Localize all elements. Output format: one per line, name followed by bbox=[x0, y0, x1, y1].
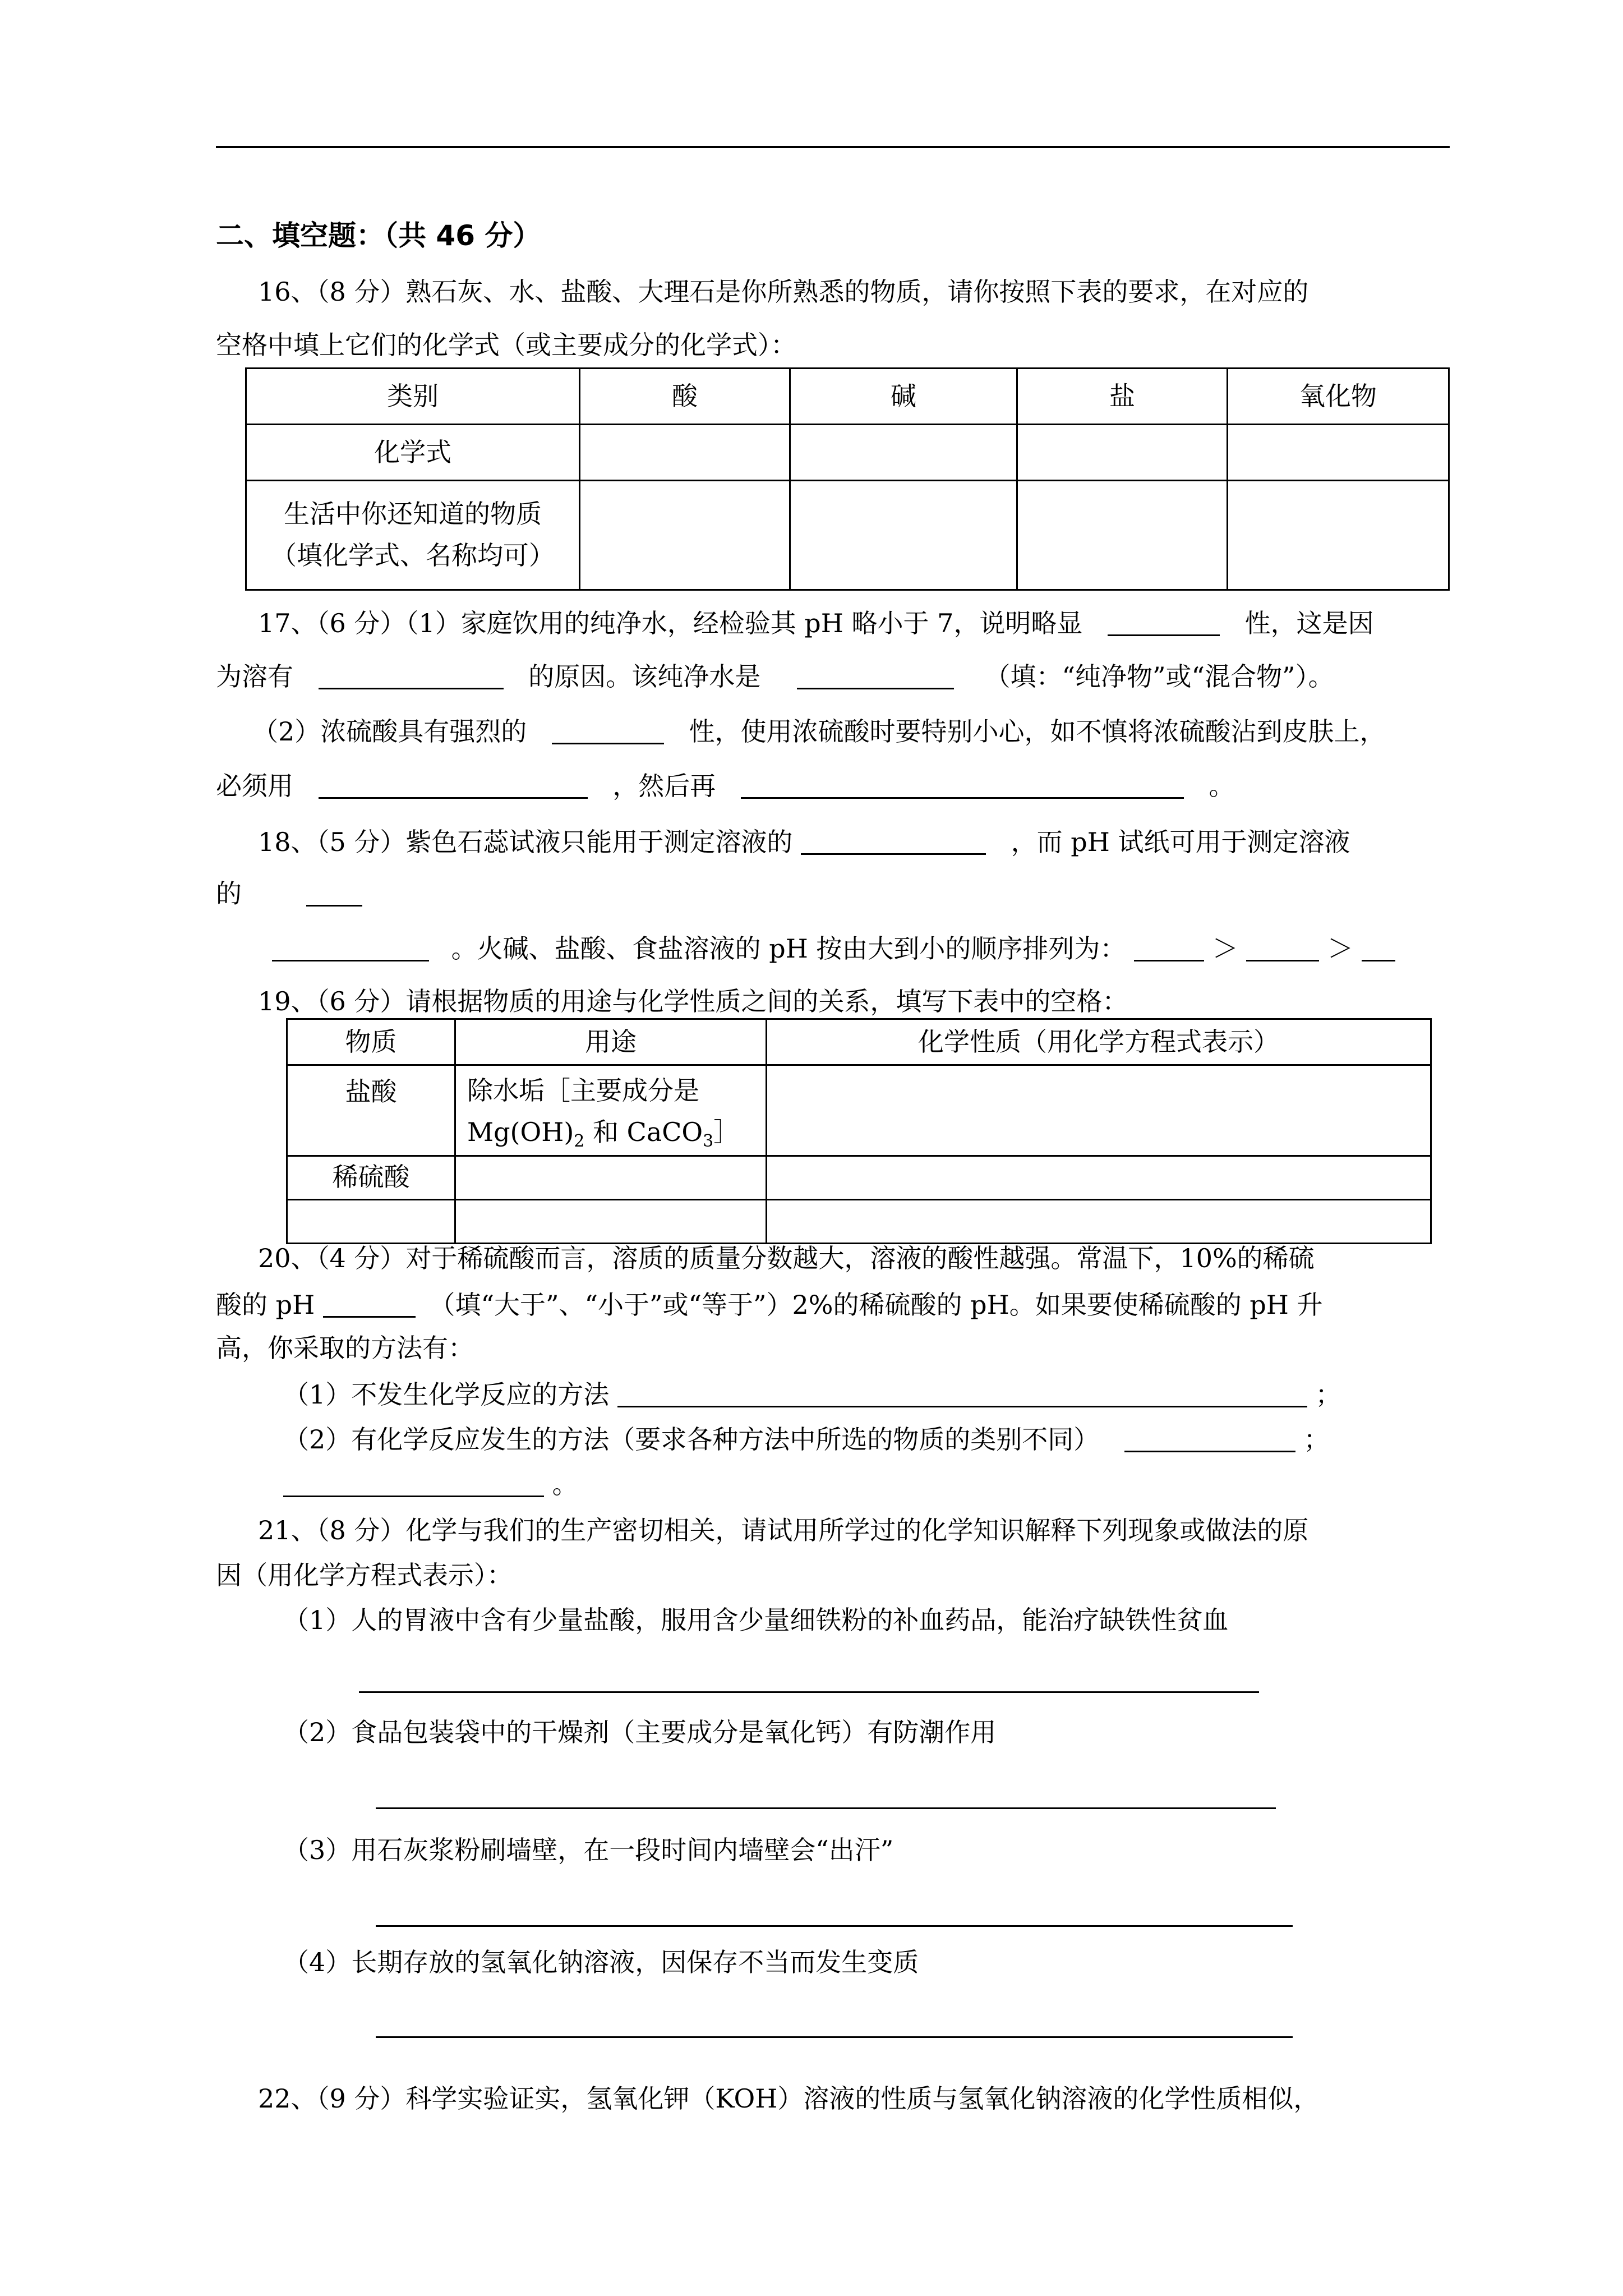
q17-text: 的原因。该纯净水是 bbox=[528, 661, 761, 692]
q17-blank[interactable] bbox=[552, 717, 664, 744]
q21-answer-line-4[interactable] bbox=[376, 2036, 1293, 2038]
q19-cell-blank[interactable] bbox=[455, 1156, 767, 1199]
q17-line4 bbox=[216, 771, 1235, 799]
q20-blank[interactable] bbox=[323, 1290, 416, 1318]
q20-line5 bbox=[283, 1424, 1330, 1455]
q21-answer-line-3[interactable] bbox=[376, 1925, 1293, 1927]
q16-cell-blank[interactable] bbox=[790, 481, 1017, 590]
q18-text: 18、（5 分）紫色石蕊试液只能用于测定溶液的 bbox=[258, 827, 793, 857]
q21-part2: （2）食品包装袋中的干燥剂（主要成分是氧化钙）有防潮作用 bbox=[283, 1717, 997, 1747]
q19-cell-blank[interactable] bbox=[767, 1156, 1431, 1199]
q19-use-hcl-line2 bbox=[467, 1112, 766, 1155]
q16-table bbox=[245, 367, 1450, 591]
q20-text: （填“大于”、“小于”或“等于”）2%的稀硫酸的 pH。如果要使稀硫酸的 pH 升 bbox=[429, 1290, 1323, 1320]
q20-text: ； bbox=[1315, 1379, 1341, 1410]
q17-text: 17、（6 分）（1）家庭饮用的纯净水，经检验其 pH 略小于 7，说明略显 bbox=[258, 608, 1083, 638]
q19-bracket: ］ bbox=[713, 1116, 740, 1147]
q19-row-h2so4 bbox=[287, 1156, 1431, 1199]
q16-cell-blank[interactable] bbox=[1017, 425, 1228, 481]
q18-line2 bbox=[216, 879, 362, 907]
q20-line6 bbox=[283, 1470, 578, 1497]
q18-line3 bbox=[272, 933, 1395, 964]
q17-text: （填：“纯净物”或“混合物”）。 bbox=[984, 661, 1334, 692]
q19-formula-mgoh: Mg(OH) bbox=[467, 1116, 574, 1147]
q19-cell-blank[interactable] bbox=[767, 1199, 1431, 1243]
q19-substance-h2so4: 稀硫酸 bbox=[287, 1156, 455, 1199]
q16-cell-blank[interactable] bbox=[580, 425, 790, 481]
q20-line2 bbox=[216, 1290, 1323, 1318]
q19-use-hcl bbox=[455, 1065, 767, 1156]
q19-header-substance: 物质 bbox=[287, 1019, 455, 1065]
q16-formula-label: 化学式 bbox=[246, 425, 580, 481]
q16-header-acid: 酸 bbox=[580, 369, 790, 425]
q18-line1 bbox=[258, 827, 1350, 855]
q18-text: 。火碱、盐酸、食盐溶液的 pH 按由大到小的顺序排列为： bbox=[451, 933, 1126, 964]
q17-text: ，然后再 bbox=[612, 771, 716, 801]
q20-blank[interactable] bbox=[283, 1470, 544, 1497]
q19-substance-hcl: 盐酸 bbox=[287, 1065, 455, 1156]
q17-blank[interactable] bbox=[319, 771, 588, 799]
q21-part4: （4）长期存放的氢氧化钠溶液，因保存不当而发生变质 bbox=[283, 1947, 919, 1977]
q17-line3 bbox=[252, 716, 1386, 747]
q16-cell-blank[interactable] bbox=[1228, 425, 1449, 481]
q19-header-use: 用途 bbox=[455, 1019, 767, 1065]
q18-blank[interactable] bbox=[801, 827, 986, 855]
q20-text: ； bbox=[1303, 1424, 1330, 1455]
q18-blank[interactable] bbox=[1246, 934, 1319, 961]
q17-text: 性，这是因 bbox=[1244, 608, 1374, 638]
q17-text: （2）浓硫酸具有强烈的 bbox=[252, 716, 527, 747]
q19-intro: 19、（6 分）请根据物质的用途与化学性质之间的关系，填写下表中的空格： bbox=[258, 986, 1128, 1016]
q19-row-hcl bbox=[287, 1065, 1431, 1156]
q16-cell-blank[interactable] bbox=[1017, 481, 1228, 590]
q17-text: 必须用 bbox=[216, 771, 293, 801]
q16-cell-blank[interactable] bbox=[790, 425, 1017, 481]
q20-text: 。 bbox=[552, 1469, 578, 1499]
q16-cell-blank[interactable] bbox=[1228, 481, 1449, 590]
q19-header-row bbox=[287, 1019, 1431, 1065]
q20-line4 bbox=[283, 1379, 1341, 1410]
q16-header-oxide: 氧化物 bbox=[1228, 369, 1449, 425]
q16-header-row bbox=[246, 369, 1449, 425]
q19-use-hcl-line1: 除水垢［主要成分是 bbox=[467, 1075, 699, 1106]
q16-life-label-b: （填化学式、名称均可） bbox=[271, 540, 555, 570]
q18-blank[interactable] bbox=[1134, 934, 1204, 961]
q16-life-label-a: 生活中你还知道的物质 bbox=[284, 499, 542, 530]
q20-line3: 高，你采取的方法有： bbox=[216, 1333, 474, 1363]
q19-formula-caco: 和 CaCO bbox=[584, 1116, 703, 1147]
q17-line2 bbox=[216, 661, 1334, 692]
q17-text: 为溶有 bbox=[216, 661, 293, 692]
q17-text: 性，使用浓硫酸时要特别小心，如不慎将浓硫酸沾到皮肤上， bbox=[689, 716, 1386, 747]
q20-line1: 20、（4 分）对于稀硫酸而言，溶质的质量分数越大，溶液的酸性越强。常温下，10%的稀硫 bbox=[258, 1243, 1315, 1273]
q16-header-base: 碱 bbox=[790, 369, 1017, 425]
q16-cell-blank[interactable] bbox=[580, 481, 790, 590]
q20-blank[interactable] bbox=[617, 1380, 1307, 1407]
q21-answer-line-2[interactable] bbox=[376, 1807, 1276, 1809]
q16-line1: 16、（8 分）熟石灰、水、盐酸、大理石是你所熟悉的物质，请你按照下表的要求，在对应的 bbox=[258, 277, 1309, 307]
q19-subscript: 2 bbox=[574, 1131, 585, 1151]
q21-part1: （1）人的胃液中含有少量盐酸，服用含少量细铁粉的补血药品，能治疗缺铁性贫血 bbox=[283, 1605, 1229, 1635]
q19-cell-blank[interactable] bbox=[287, 1199, 455, 1243]
q17-blank[interactable] bbox=[741, 771, 1184, 799]
q19-subscript: 3 bbox=[703, 1131, 714, 1151]
q18-blank[interactable] bbox=[1362, 934, 1395, 961]
q19-row-empty bbox=[287, 1199, 1431, 1243]
q17-line1 bbox=[258, 609, 1374, 636]
q16-header-category: 类别 bbox=[246, 369, 580, 425]
q21-part3: （3）用石灰浆粉刷墙壁，在一段时间内墙壁会“出汗” bbox=[283, 1835, 894, 1865]
q18-gt: ＞ bbox=[1327, 933, 1353, 964]
q17-text: 。 bbox=[1209, 771, 1235, 801]
q16-header-salt: 盐 bbox=[1017, 369, 1228, 425]
q18-text: ，而 pH 试纸可用于测定溶液 bbox=[1011, 827, 1350, 857]
q21-line2: 因（用化学方程式表示）： bbox=[216, 1560, 513, 1590]
q20-text: （2）有化学反应发生的方法（要求各种方法中所选的物质的类别不同） bbox=[283, 1424, 1100, 1455]
q16-line2: 空格中填上它们的化学式（或主要成分的化学式）： bbox=[216, 330, 796, 360]
q18-blank[interactable] bbox=[306, 879, 362, 907]
q17-blank[interactable] bbox=[1108, 609, 1220, 636]
q20-text: （1）不发生化学反应的方法 bbox=[283, 1379, 610, 1410]
q21-answer-line-1[interactable] bbox=[359, 1691, 1259, 1693]
q17-blank[interactable] bbox=[319, 662, 504, 689]
q16-life-row bbox=[246, 481, 1449, 590]
q22-line1: 22、（9 分）科学实验证实，氢氧化钾（KOH）溶液的性质与氢氧化钠溶液的化学性质相似， bbox=[258, 2083, 1320, 2114]
section-title: 二、填空题：（共 46 分） bbox=[216, 219, 541, 252]
q20-text: 酸的 pH bbox=[216, 1290, 315, 1320]
q16-formula-row bbox=[246, 425, 1449, 481]
q19-table bbox=[286, 1018, 1432, 1244]
q18-blank[interactable] bbox=[272, 934, 429, 961]
q19-cell-blank[interactable] bbox=[455, 1199, 767, 1243]
header-rule bbox=[216, 146, 1450, 148]
q18-text: 的 bbox=[216, 878, 242, 909]
q16-life-label bbox=[246, 481, 580, 590]
q21-line1: 21、（8 分）化学与我们的生产密切相关，请试用所学过的化学知识解释下列现象或做法的原 bbox=[258, 1515, 1309, 1545]
q19-cell-blank[interactable] bbox=[767, 1065, 1431, 1156]
q18-gt: ＞ bbox=[1212, 933, 1238, 964]
q17-blank[interactable] bbox=[797, 662, 954, 689]
q20-blank[interactable] bbox=[1124, 1425, 1295, 1452]
q19-header-property: 化学性质（用化学方程式表示） bbox=[767, 1019, 1431, 1065]
